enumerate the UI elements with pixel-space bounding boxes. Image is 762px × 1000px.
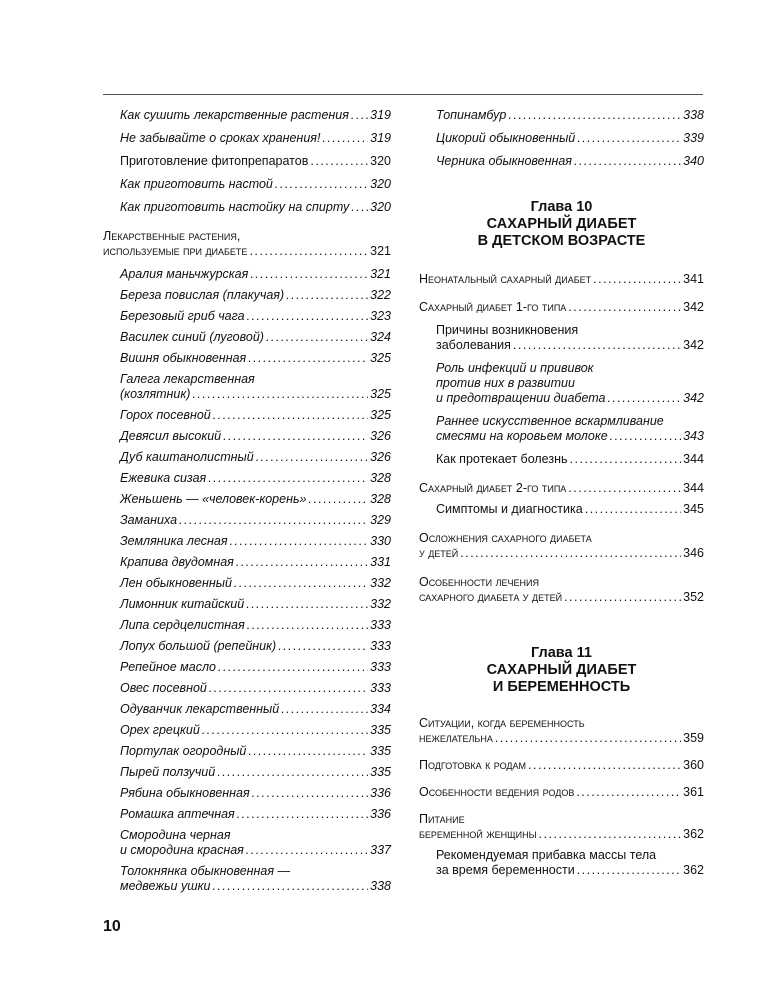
entry-title: Орех грецкий [120, 723, 200, 737]
toc-entry[interactable] [120, 765, 391, 780]
toc-section-entry[interactable] [419, 481, 704, 496]
entry-page: 336 [370, 786, 391, 800]
entry-page: 338 [683, 108, 704, 122]
entry-page: 319 [370, 131, 391, 145]
toc-entry[interactable] [120, 513, 391, 528]
entry-title: Топинамбур [436, 108, 507, 122]
entry-page: 332 [370, 597, 391, 611]
entry-title-line2: нежелательна [419, 731, 493, 745]
entry-page: 344 [683, 452, 704, 466]
entry-title-line1: Роль инфекций и прививок [436, 361, 594, 375]
entry-page: 342 [683, 391, 704, 405]
toc-entry[interactable] [120, 450, 391, 465]
toc-section-entry[interactable] [419, 812, 704, 842]
toc-entry[interactable] [120, 555, 391, 570]
entry-title-line1: Осложнения сахарного диабета [419, 531, 592, 545]
entry-page: 320 [370, 154, 391, 168]
entry-title: Женьшень — «человек-корень» [120, 492, 307, 506]
entry-page: 337 [370, 843, 391, 857]
toc-entry[interactable] [120, 576, 391, 591]
entry-title: Сахарный диабет 2-го типа [419, 481, 567, 495]
entry-title: Ежевика сизая [120, 471, 207, 485]
entry-page: 336 [370, 807, 391, 821]
plants-list [103, 267, 391, 894]
toc-entry[interactable] [436, 502, 704, 517]
entry-page: 340 [683, 154, 704, 168]
entry-page: 320 [370, 200, 391, 214]
entry-title: Как протекает болезнь [436, 452, 568, 466]
entry-title: Приготовление фитопрепаратов [120, 154, 309, 168]
toc-entry[interactable] [436, 131, 704, 146]
page-number: 10 [103, 918, 121, 935]
entry-title: Рябина обыкновенная [120, 786, 250, 800]
toc-entry[interactable] [120, 309, 391, 324]
toc-entry[interactable] [120, 597, 391, 612]
entry-title: Симптомы и диагностика [436, 502, 583, 516]
entry-title: Сахарный диабет 1-го типа [419, 300, 567, 314]
toc-entry[interactable] [120, 330, 391, 345]
toc-section-entry[interactable] [419, 785, 704, 800]
toc-entry[interactable] [120, 471, 391, 486]
entry-title: Как сушить лекарственные растения [120, 108, 349, 122]
chapter-11-heading [419, 645, 704, 696]
toc-entry[interactable] [120, 154, 391, 169]
toc-entry[interactable] [120, 372, 391, 402]
entry-title-line2: беременной женщины [419, 827, 537, 841]
toc-entry[interactable] [120, 723, 391, 738]
chapter-title-line2: В ДЕТСКОМ ВОЗРАСТЕ [477, 233, 646, 249]
entry-page: 352 [683, 590, 704, 604]
entry-page: 335 [370, 723, 391, 737]
entry-title: Не забывайте о сроках хранения! [120, 131, 321, 145]
entry-title: Подготовка к родам [419, 758, 526, 772]
toc-entry[interactable] [120, 131, 391, 146]
toc-entry[interactable] [436, 361, 704, 406]
entry-title-line1: Смородина черная [120, 828, 231, 842]
entry-page: 324 [370, 330, 391, 344]
entry-title: Береза повислая (плакучая) [120, 288, 285, 302]
toc-entry[interactable] [120, 681, 391, 696]
toc-entry[interactable] [120, 108, 391, 123]
toc-entry[interactable] [120, 702, 391, 717]
toc-entry[interactable] [436, 154, 704, 169]
entry-page: 321 [370, 244, 391, 258]
entry-title: Пырей ползучий [120, 765, 216, 779]
entry-page: 362 [683, 863, 704, 877]
entry-page: 328 [370, 492, 391, 506]
entry-title: Цикорий обыкновенный [436, 131, 576, 145]
chapter-number: Глава 11 [531, 645, 592, 661]
chapter-title-line2: И БЕРЕМЕННОСТЬ [492, 679, 631, 695]
entry-page: 320 [370, 177, 391, 191]
toc-entry[interactable] [120, 429, 391, 444]
entry-title: Лимонник китайский [120, 597, 245, 611]
entry-page: 335 [370, 744, 391, 758]
section-title-line2: используемые при диабете [103, 244, 248, 258]
entry-page: 334 [370, 702, 391, 716]
toc-entry[interactable] [120, 288, 391, 303]
entry-title: Вишня обыкновенная [120, 351, 247, 365]
toc-entry[interactable] [120, 864, 391, 894]
entry-page: 362 [683, 827, 704, 841]
entry-page: 359 [683, 731, 704, 745]
toc-entry[interactable] [120, 639, 391, 654]
toc-section-entry[interactable] [419, 531, 704, 561]
toc-entry[interactable] [120, 618, 391, 633]
entry-page: 330 [370, 534, 391, 548]
entry-title: Заманиха [120, 513, 178, 527]
entry-page: 329 [370, 513, 391, 527]
toc-entry[interactable] [120, 534, 391, 549]
entry-page: 345 [683, 502, 704, 516]
toc-entry[interactable] [120, 267, 391, 282]
entry-title: Одуванчик лекарственный [120, 702, 280, 716]
entry-page: 333 [370, 639, 391, 653]
entry-title: Черника обыкновенная [436, 154, 572, 168]
toc-entry[interactable] [436, 848, 704, 878]
entry-title-line2: (козлятник) [120, 387, 191, 401]
entry-page: 326 [370, 429, 391, 443]
entry-title-line1: Галега лекарственная [120, 372, 255, 386]
entry-title: Лен обыкновенный [120, 576, 232, 590]
section-title-line1: Лекарственные растения, [103, 229, 241, 243]
toc-section-entry[interactable] [103, 229, 391, 259]
entry-title: Василек синий (луговой) [120, 330, 264, 344]
entry-title-line1: Раннее искусственное вскармливание [436, 414, 664, 428]
entry-title-line1: Питание [419, 812, 465, 826]
entry-title: Овес посевной [120, 681, 207, 695]
entry-title-line1: Толокнянка обыкновенная — [120, 864, 291, 878]
entry-page: 325 [370, 351, 391, 365]
toc-entry[interactable] [436, 414, 704, 444]
header-rule [103, 94, 703, 95]
entry-page: 319 [370, 108, 391, 122]
entry-title: Дуб каштанолистный [120, 450, 254, 464]
entry-page: 328 [370, 471, 391, 485]
entry-page: 343 [683, 429, 704, 443]
entry-page: 338 [370, 879, 391, 893]
toc-section-entry[interactable] [419, 758, 704, 773]
chapter-number: Глава 10 [530, 199, 593, 215]
entry-title: Горох посевной [120, 408, 211, 422]
toc-entry[interactable] [120, 408, 391, 423]
entry-page: 341 [683, 272, 704, 286]
chapter-10-heading [419, 199, 704, 250]
entry-title: Лопух большой (репейник) [120, 639, 277, 653]
entry-title-line3: и предотвращении диабета [436, 391, 606, 405]
chapter-title-line1: САХАРНЫЙ ДИАБЕТ [486, 216, 637, 232]
entry-title: Крапива двудомная [120, 555, 234, 569]
toc-entry[interactable] [120, 786, 391, 801]
toc-section-entry[interactable] [419, 300, 704, 315]
entry-title-line1: Рекомендуемая прибавка массы тела [436, 848, 657, 862]
entry-title: Как приготовить настой [120, 177, 273, 191]
entry-title-line2: медвежьи ушки [120, 879, 211, 893]
entry-page: 331 [370, 555, 391, 569]
toc-entry[interactable] [120, 351, 391, 366]
toc-entry[interactable] [120, 807, 391, 822]
chapter-title-line1: САХАРНЫЙ ДИАБЕТ [486, 662, 637, 678]
entry-page: 325 [370, 387, 391, 401]
entry-title: Аралия маньчжурская [120, 267, 249, 281]
entry-page: 339 [683, 131, 704, 145]
entry-page: 325 [370, 408, 391, 422]
toc-section-entry[interactable] [419, 716, 704, 746]
toc-entry[interactable] [436, 452, 704, 467]
entry-page: 342 [683, 338, 704, 352]
toc-right-column [419, 104, 704, 878]
toc-entry[interactable] [120, 492, 391, 507]
entry-page: 335 [370, 765, 391, 779]
entry-title-line2: заболевания [436, 338, 511, 352]
entry-page: 333 [370, 681, 391, 695]
entry-title: Ромашка аптечная [120, 807, 235, 821]
entry-title-line2: сахарного диабета у детей [419, 590, 563, 604]
toc-entry[interactable] [436, 108, 704, 123]
entry-page: 333 [370, 618, 391, 632]
toc-entry[interactable] [120, 828, 391, 858]
entry-page: 322 [370, 288, 391, 302]
entry-title-line1: Особенности лечения [419, 575, 539, 589]
entry-title: Березовый гриб чага [120, 309, 245, 323]
entry-title: Как приготовить настойку на спирту [120, 200, 350, 214]
toc-entry[interactable] [120, 744, 391, 759]
toc-entry[interactable] [436, 323, 704, 353]
toc-left-column [103, 104, 391, 894]
entry-page: 344 [683, 481, 704, 495]
entry-page: 321 [370, 267, 391, 281]
entry-title-line2: смесями на коровьем молоке [436, 429, 608, 443]
entry-page: 323 [370, 309, 391, 323]
toc-entry[interactable] [120, 177, 391, 192]
entry-title: Репейное масло [120, 660, 216, 674]
toc-entry[interactable] [120, 660, 391, 675]
toc-section-entry[interactable] [419, 272, 704, 287]
entry-title-line2: за время беременности [436, 863, 575, 877]
entry-title: Липа сердцелистная [120, 618, 245, 632]
toc-section-entry[interactable] [419, 575, 704, 605]
entry-page: 332 [370, 576, 391, 590]
entry-page: 333 [370, 660, 391, 674]
entry-page: 346 [683, 546, 704, 560]
entry-title: Девясил высокий [120, 429, 222, 443]
entry-page: 326 [370, 450, 391, 464]
entry-title: Портулак огородный [120, 744, 247, 758]
entry-title-line1: Ситуации, когда беременность [419, 716, 585, 730]
entry-title-line2: против них в развитии [436, 376, 575, 390]
entry-page: 361 [683, 785, 704, 799]
toc-entry[interactable] [120, 200, 391, 215]
entry-title-line1: Причины возникновения [436, 323, 579, 337]
entry-title-line2: и смородина красная [120, 843, 244, 857]
entry-title: Особенности ведения родов [419, 785, 575, 799]
entry-title: Земляника лесная [120, 534, 228, 548]
entry-page: 342 [683, 300, 704, 314]
entry-page: 360 [683, 758, 704, 772]
entry-title-line2: у детей [419, 546, 459, 560]
entry-title: Неонатальный сахарный диабет [419, 272, 592, 286]
